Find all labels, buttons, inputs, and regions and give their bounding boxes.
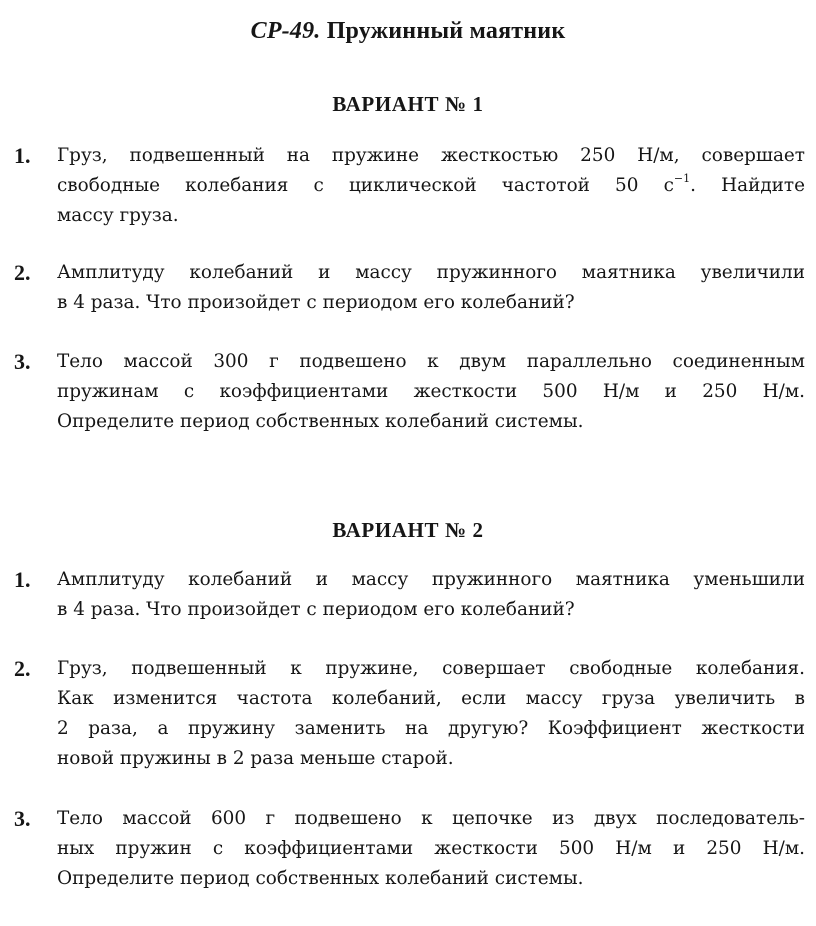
task-line — [57, 171, 805, 201]
task-line: ных пружин с коэффициентами жесткости 500 Н/м и 250 Н/м. — [57, 838, 805, 859]
task-text — [57, 565, 805, 625]
task-text — [57, 141, 805, 231]
task-number: 2. — [14, 656, 31, 681]
task-text — [57, 258, 805, 318]
task-line-part: . Найдите — [690, 175, 805, 196]
task-line: массу груза. — [57, 205, 179, 226]
task-number: 3. — [14, 349, 31, 374]
task-number: 2. — [14, 260, 31, 285]
task-line: Определите период собственных колебаний системы. — [57, 411, 584, 432]
task-number: 1. — [14, 567, 31, 592]
task-number: 1. — [14, 143, 31, 168]
variant-1 — [0, 92, 816, 117]
task-text — [57, 347, 805, 437]
worksheet-code: СР-49. — [250, 18, 321, 44]
superscript: −1 — [673, 172, 691, 185]
variant-heading: ВАРИАНТ № 2 — [332, 518, 484, 542]
task-line: Амплитуду колебаний и массу пружинного маятника уменьшили — [57, 569, 805, 590]
page-title — [0, 18, 816, 45]
worksheet-title: Пружинный маятник — [326, 18, 566, 44]
task-line: Амплитуду колебаний и массу пружинного маятника увеличили — [57, 262, 805, 283]
task-line: 2 раза, а пружину заменить на другую? Коэффициент жесткости — [57, 718, 805, 739]
task-text — [57, 654, 805, 774]
task-line: Тело массой 600 г подвешено к цепочке из двух последователь- — [57, 808, 805, 829]
task-line: новой пружины в 2 раза меньше старой. — [57, 748, 454, 769]
task-line: в 4 раза. Что произойдет с периодом его колебаний? — [57, 599, 575, 620]
task-line: Тело массой 300 г подвешено к двум параллельно соединенным — [57, 351, 805, 372]
task-line: Определите период собственных колебаний системы. — [57, 868, 584, 889]
task-line: Груз, подвешенный на пружине жесткостью 250 Н/м, совершает — [57, 145, 805, 166]
task-line-part: свободные колебания с циклической частотой 50 с — [57, 175, 674, 196]
task-line: Как изменится частота колебаний, если массу груза увеличить в — [57, 688, 805, 709]
variant-2 — [0, 518, 816, 543]
task-number: 3. — [14, 806, 31, 831]
task-line: в 4 раза. Что произойдет с периодом его колебаний? — [57, 292, 575, 313]
variant-heading: ВАРИАНТ № 1 — [332, 92, 484, 116]
task-line: Груз, подвешенный к пружине, совершает свободные колебания. — [57, 658, 805, 679]
task-text — [57, 804, 805, 894]
task-line: пружинам с коэффициентами жесткости 500 Н/м и 250 Н/м. — [57, 381, 805, 402]
